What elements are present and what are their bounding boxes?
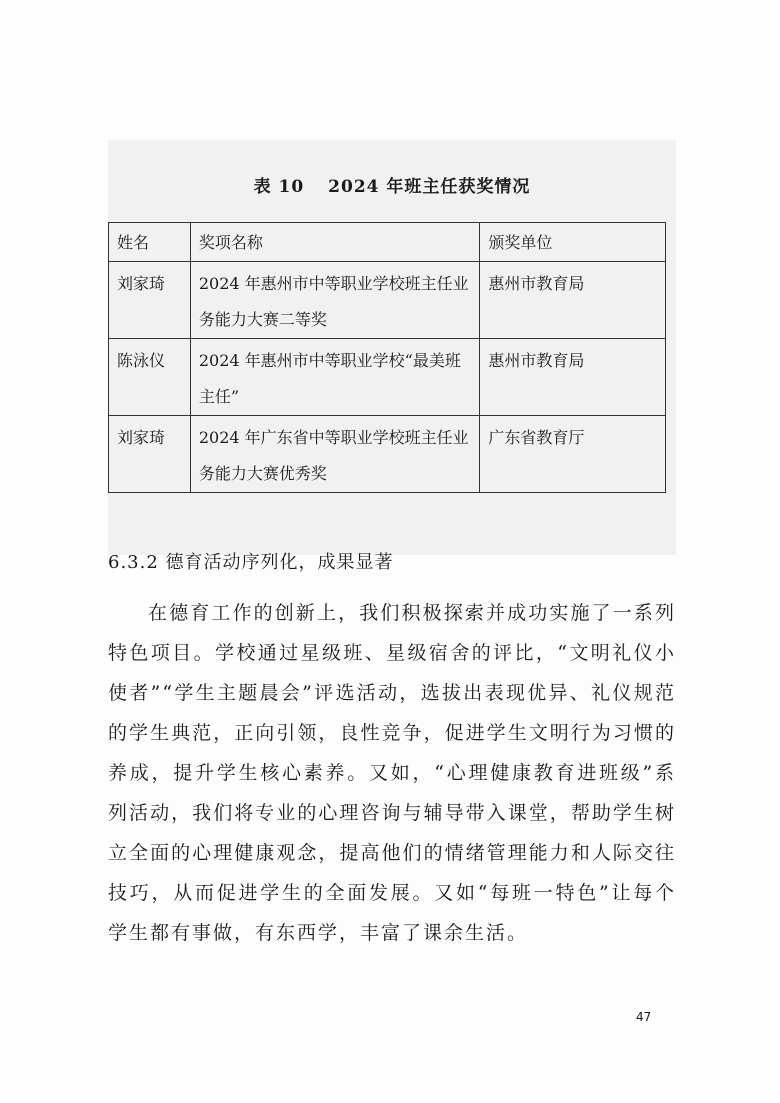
body-paragraph: 在德育工作的创新上，我们积极探索并成功实施了一系列特色项目。学校通过星级班、星级宿舍的评比，“文明礼仪小使者”“学生主题晨会”评选活动，选拔出表现优异、礼仪规范的学生典范，正向引领，良性竞争，促进学生文明行为习惯的养成，提升学生核心素养。又如，“心理健康教育进班级”系列活动，我们将专业的心理咨询与辅导带入课堂，帮助学生树立全面的心理健康观念，提高他们的情绪管理能力和人际交往技巧，从而促进学生的全面发展。又如“每班一特色”让每个学生都有事做，有东西学，丰富了课余生活。 xyxy=(108,602,676,944)
section-heading: 6.3.2 德育活动序列化，成果显著 xyxy=(108,552,394,573)
cell-name: 刘家琦 xyxy=(109,416,191,493)
table-caption-title: 2024 年班主任获奖情况 xyxy=(328,177,531,197)
cell-name: 陈泳仪 xyxy=(109,339,191,416)
header-award: 奖项名称 xyxy=(190,223,479,262)
table-row xyxy=(109,339,666,416)
header-name: 姓名 xyxy=(109,223,191,262)
page-number: 47 xyxy=(636,1010,652,1024)
cell-unit: 惠州市教育局 xyxy=(480,262,666,339)
cell-unit: 惠州市教育局 xyxy=(480,339,666,416)
cell-name: 刘家琦 xyxy=(109,262,191,339)
table-row xyxy=(109,416,666,493)
cell-award: 2024 年广东省中等职业学校班主任业务能力大赛优秀奖 xyxy=(190,416,479,493)
cell-award: 2024 年惠州市中等职业学校“最美班主任” xyxy=(190,339,479,416)
awards-table xyxy=(108,222,666,493)
cell-unit: 广东省教育厅 xyxy=(480,416,666,493)
cell-award: 2024 年惠州市中等职业学校班主任业务能力大赛二等奖 xyxy=(190,262,479,339)
header-unit: 颁奖单位 xyxy=(480,223,666,262)
table-header-row xyxy=(109,223,666,262)
table-caption-number: 表 10 xyxy=(253,177,305,197)
table-caption xyxy=(108,172,676,197)
table-row xyxy=(109,262,666,339)
